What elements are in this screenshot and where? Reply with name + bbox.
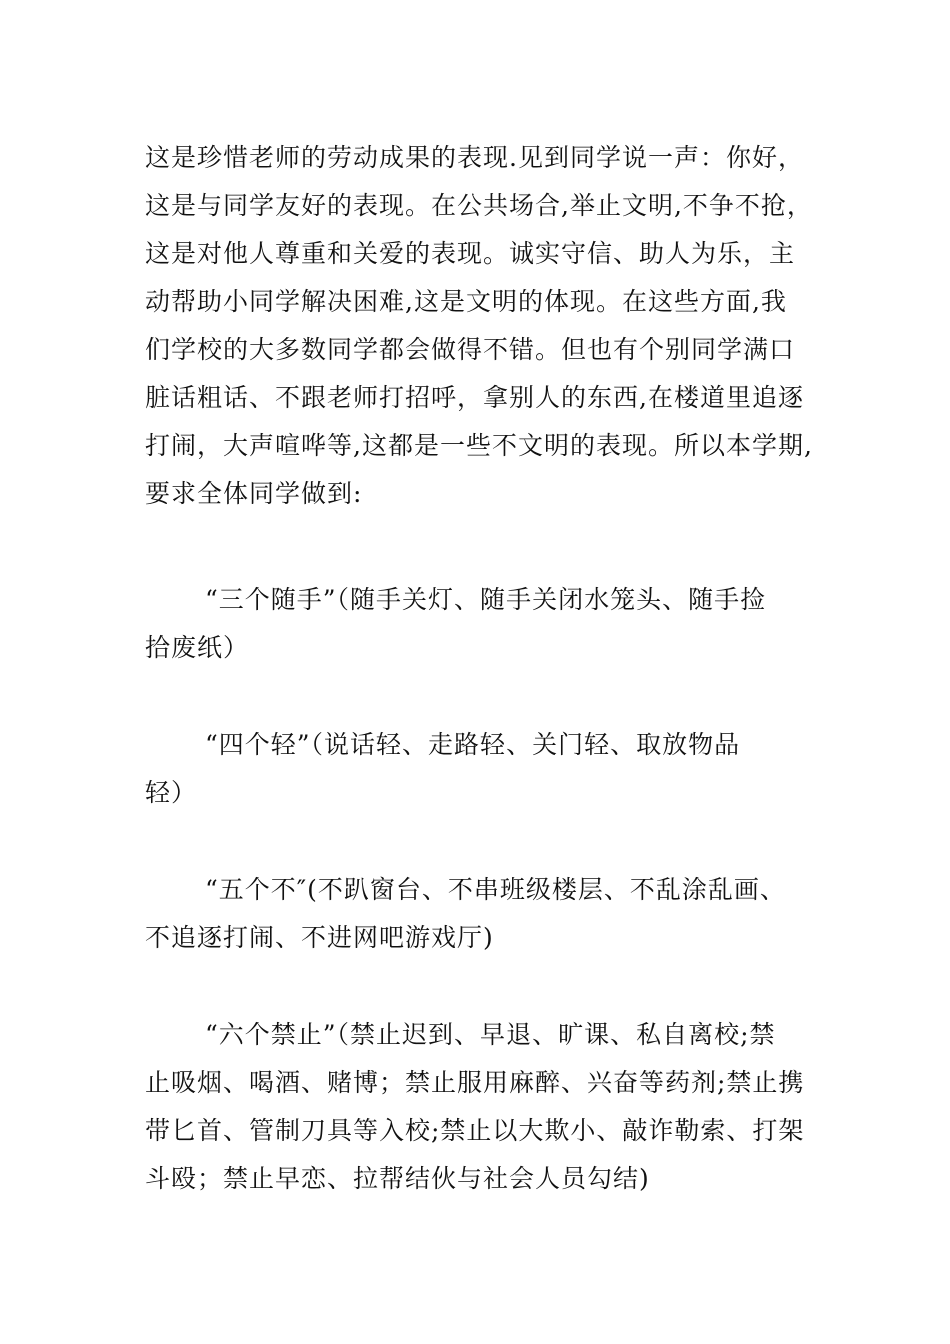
text-line: 不追逐打闹、不进网吧游戏厅) (145, 923, 494, 952)
paragraph-four-quiet (145, 721, 815, 817)
text-line: 们学校的大多数同学都会做得不错。但也有个别同学满口 (145, 335, 796, 364)
text-line: 脏话粗话、不跟老师打招呼，拿别人的东西,在楼道里追逐 (145, 383, 804, 412)
text-line: 这是与同学友好的表现。在公共场合,举止文明,不争不抢， (145, 191, 813, 220)
paragraph-six-prohibitions (145, 1011, 815, 1203)
paragraph-three-by-hand (145, 576, 815, 672)
text-line: “四个轻”（说话轻、走路轻、关门轻、取放物品 (205, 730, 741, 759)
text-line: 要求全体同学做到: (145, 479, 363, 508)
text-line: 带匕首、管制刀具等入校;禁止以大欺小、敲诈勒索、打架 (145, 1116, 805, 1145)
text-line: 拾废纸） (145, 633, 250, 662)
text-line: “五个不″(不趴窗台、不串班级楼层、不乱涂乱画、 (205, 875, 786, 904)
text-line: 打闹，大声喧哗等,这都是一些不文明的表现。所以本学期, (145, 431, 813, 460)
paragraph-five-donts (145, 866, 815, 962)
text-line: 这是对他人尊重和关爱的表现。诚实守信、助人为乐，主 (145, 239, 796, 268)
text-line: 斗殴；禁止早恋、拉帮结伙与社会人员勾结) (145, 1164, 650, 1193)
text-line: 这是珍惜老师的劳动成果的表现.见到同学说一声：你好， (145, 143, 804, 172)
text-line: “三个随手”（随手关灯、随手关闭水笼头、随手捡 (205, 585, 767, 614)
text-line: 止吸烟、喝酒、赌博；禁止服用麻醉、兴奋等药剂;禁止携 (145, 1068, 805, 1097)
text-line: 动帮助小同学解决困难,这是文明的体现。在这些方面,我 (145, 287, 787, 316)
text-line: “六个禁止”（禁止迟到、早退、旷课、私自离校;禁 (205, 1020, 776, 1049)
text-line: 轻） (145, 778, 198, 807)
paragraph-civility-intro (145, 134, 815, 518)
